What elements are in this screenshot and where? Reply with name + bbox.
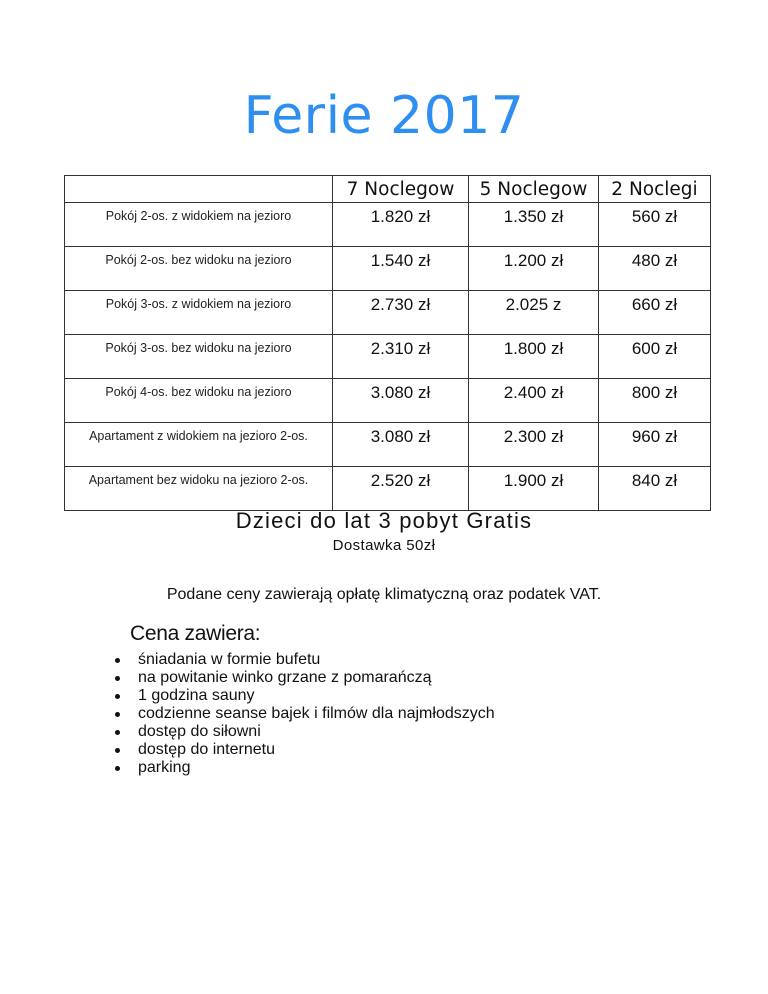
price-5-nights: 2.025 z <box>469 291 599 335</box>
price-2-nights: 660 zł <box>599 291 711 335</box>
price-2-nights: 840 zł <box>599 467 711 511</box>
room-name: Pokój 4-os. bez widoku na jezioro <box>65 379 333 423</box>
list-item <box>112 741 495 759</box>
header-cell-2-nights: 2 Noclegi <box>599 176 711 203</box>
table-row <box>65 335 711 379</box>
bullet-icon <box>115 694 120 699</box>
price-7-nights: 3.080 zł <box>333 379 469 423</box>
header-cell-7-nights: 7 Noclegow <box>333 176 469 203</box>
bullet-icon <box>115 766 120 771</box>
price-table <box>64 175 711 511</box>
list-item <box>112 651 495 669</box>
price-7-nights: 2.520 zł <box>333 467 469 511</box>
page-title: Ferie 2017 <box>243 86 525 146</box>
vat-note: Podane ceny zawierają opłatę klimatyczną oraz podatek VAT. <box>166 586 602 603</box>
room-name: Apartament bez widoku na jezioro 2-os. <box>65 467 333 511</box>
room-name: Pokój 2-os. z widokiem na jezioro <box>65 203 333 247</box>
price-7-nights: 2.730 zł <box>333 291 469 335</box>
list-item-text: codzienne seanse bajek i filmów dla najmłodszych <box>138 705 495 722</box>
price-5-nights: 1.350 zł <box>469 203 599 247</box>
bullet-icon <box>115 676 120 681</box>
list-item <box>112 723 495 741</box>
extra-bed-note: Dostawka 50zł <box>332 537 436 554</box>
bullet-icon <box>115 748 120 753</box>
room-name: Pokój 3-os. bez widoku na jezioro <box>65 335 333 379</box>
header-cell-5-nights: 5 Noclegow <box>469 176 599 203</box>
price-2-nights: 960 zł <box>599 423 711 467</box>
price-2-nights: 560 zł <box>599 203 711 247</box>
list-item-text: śniadania w formie bufetu <box>138 651 321 668</box>
table-header-row <box>65 176 711 203</box>
includes-list <box>112 651 495 777</box>
list-item-text: na powitanie winko grzane z pomarańczą <box>138 669 432 686</box>
bullet-icon <box>115 712 120 717</box>
price-7-nights: 1.540 zł <box>333 247 469 291</box>
list-item <box>112 705 495 723</box>
list-item <box>112 759 495 777</box>
room-name: Apartament z widokiem na jezioro 2-os. <box>65 423 333 467</box>
room-name: Pokój 3-os. z widokiem na jezioro <box>65 291 333 335</box>
includes-heading: Cena zawiera: <box>130 622 261 645</box>
price-7-nights: 1.820 zł <box>333 203 469 247</box>
table-row <box>65 291 711 335</box>
price-7-nights: 3.080 zł <box>333 423 469 467</box>
bullet-icon <box>115 730 120 735</box>
list-item <box>112 687 495 705</box>
price-2-nights: 600 zł <box>599 335 711 379</box>
price-5-nights: 1.900 zł <box>469 467 599 511</box>
list-item-text: 1 godzina sauny <box>138 687 255 704</box>
kids-free-title: Dzieci do lat 3 pobyt Gratis <box>235 508 533 533</box>
list-item-text: parking <box>138 759 191 776</box>
list-item <box>112 669 495 687</box>
price-5-nights: 1.200 zł <box>469 247 599 291</box>
header-cell-empty <box>65 176 333 203</box>
table-row <box>65 247 711 291</box>
price-5-nights: 2.400 zł <box>469 379 599 423</box>
price-5-nights: 2.300 zł <box>469 423 599 467</box>
table-row <box>65 379 711 423</box>
room-name: Pokój 2-os. bez widoku na jezioro <box>65 247 333 291</box>
table-row <box>65 467 711 511</box>
table-row <box>65 423 711 467</box>
list-item-text: dostęp do siłowni <box>138 723 261 740</box>
table-row <box>65 203 711 247</box>
list-item-text: dostęp do internetu <box>138 741 275 758</box>
price-7-nights: 2.310 zł <box>333 335 469 379</box>
price-2-nights: 480 zł <box>599 247 711 291</box>
bullet-icon <box>115 658 120 663</box>
price-5-nights: 1.800 zł <box>469 335 599 379</box>
price-2-nights: 800 zł <box>599 379 711 423</box>
